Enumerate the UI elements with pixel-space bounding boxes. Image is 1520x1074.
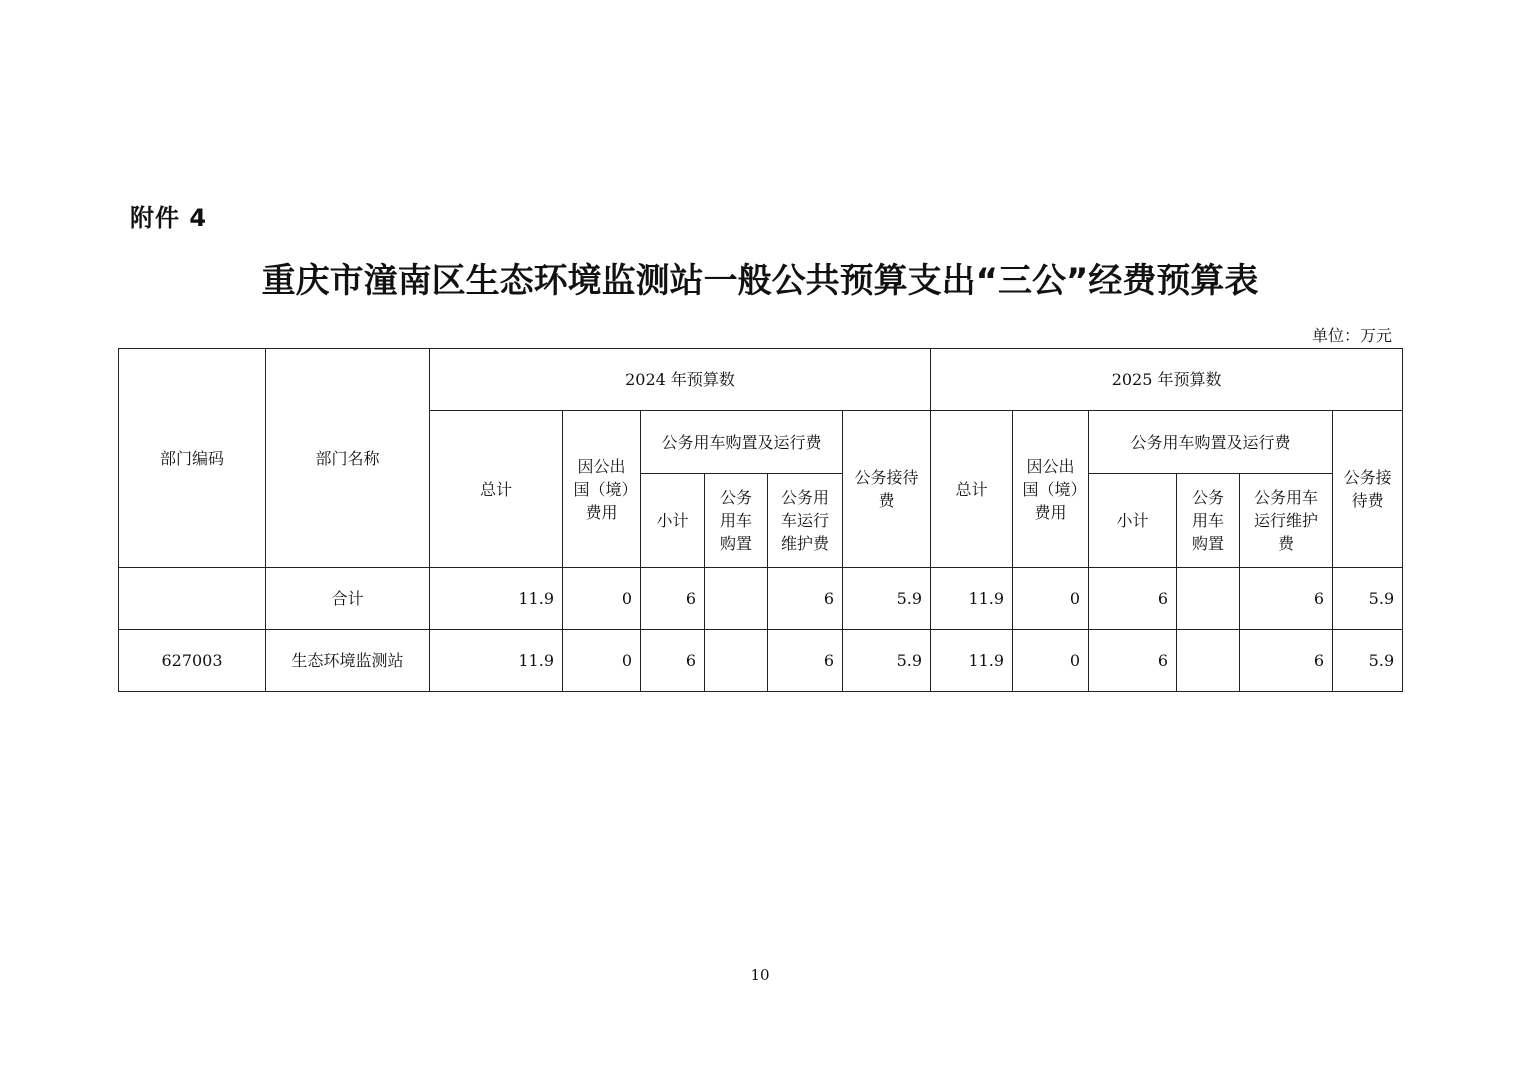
header-subtotal-2024: 小计: [641, 474, 705, 568]
cell-reception-2024: 5.9: [843, 630, 931, 692]
cell-reception-2025: 5.9: [1333, 630, 1403, 692]
cell-total-2025: 11.9: [931, 568, 1013, 630]
header-vehicle-purchase-2024: 公务用车购置: [705, 474, 768, 568]
cell-reception-2025: 5.9: [1333, 568, 1403, 630]
attachment-label: 附件 4: [130, 204, 208, 232]
cell-purchase-2024: [705, 568, 768, 630]
header-vehicle-maintenance-2025: 公务用车运行维护费: [1240, 474, 1333, 568]
table-row: [119, 568, 1403, 630]
cell-maintenance-2024: 6: [768, 568, 843, 630]
cell-purchase-2025: [1177, 630, 1240, 692]
cell-purchase-2024: [705, 630, 768, 692]
header-dept-name: 部门名称: [266, 349, 430, 568]
header-vehicle-maintenance-2024: 公务用车运行维护费: [768, 474, 843, 568]
cell-maintenance-2025: 6: [1240, 568, 1333, 630]
cell-abroad-2024: 0: [563, 630, 641, 692]
budget-table: [118, 348, 1403, 692]
cell-abroad-2025: 0: [1013, 568, 1089, 630]
cell-maintenance-2024: 6: [768, 630, 843, 692]
header-year-2024: 2024 年预算数: [430, 349, 931, 411]
cell-maintenance-2025: 6: [1240, 630, 1333, 692]
cell-subtotal-2025: 6: [1089, 630, 1177, 692]
cell-abroad-2025: 0: [1013, 630, 1089, 692]
cell-name: 合计: [266, 568, 430, 630]
header-row-years: [119, 349, 1403, 411]
header-abroad-2024: 因公出国（境）费用: [563, 411, 641, 568]
header-abroad-2025: 因公出国（境）费用: [1013, 411, 1089, 568]
cell-purchase-2025: [1177, 568, 1240, 630]
page-number: 10: [750, 966, 770, 984]
header-total-2024: 总计: [430, 411, 563, 568]
cell-name: 生态环境监测站: [266, 630, 430, 692]
unit-label: 单位：万元: [1311, 326, 1392, 345]
cell-subtotal-2024: 6: [641, 630, 705, 692]
header-reception-2024: 公务接待费: [843, 411, 931, 568]
cell-subtotal-2024: 6: [641, 568, 705, 630]
table-row: [119, 630, 1403, 692]
cell-code: [119, 568, 266, 630]
cell-total-2025: 11.9: [931, 630, 1013, 692]
header-vehicle-group-2025: 公务用车购置及运行费: [1089, 411, 1333, 474]
header-total-2025: 总计: [931, 411, 1013, 568]
header-reception-2025: 公务接待费: [1333, 411, 1403, 568]
header-vehicle-group-2024: 公务用车购置及运行费: [641, 411, 843, 474]
header-dept-code: 部门编码: [119, 349, 266, 568]
header-year-2025: 2025 年预算数: [931, 349, 1403, 411]
header-subtotal-2025: 小计: [1089, 474, 1177, 568]
cell-total-2024: 11.9: [430, 568, 563, 630]
cell-code: 627003: [119, 630, 266, 692]
cell-abroad-2024: 0: [563, 568, 641, 630]
cell-reception-2024: 5.9: [843, 568, 931, 630]
header-vehicle-purchase-2025: 公务用车购置: [1177, 474, 1240, 568]
cell-subtotal-2025: 6: [1089, 568, 1177, 630]
page-title: 重庆市潼南区生态环境监测站一般公共预算支出“三公”经费预算表: [261, 261, 1259, 301]
cell-total-2024: 11.9: [430, 630, 563, 692]
